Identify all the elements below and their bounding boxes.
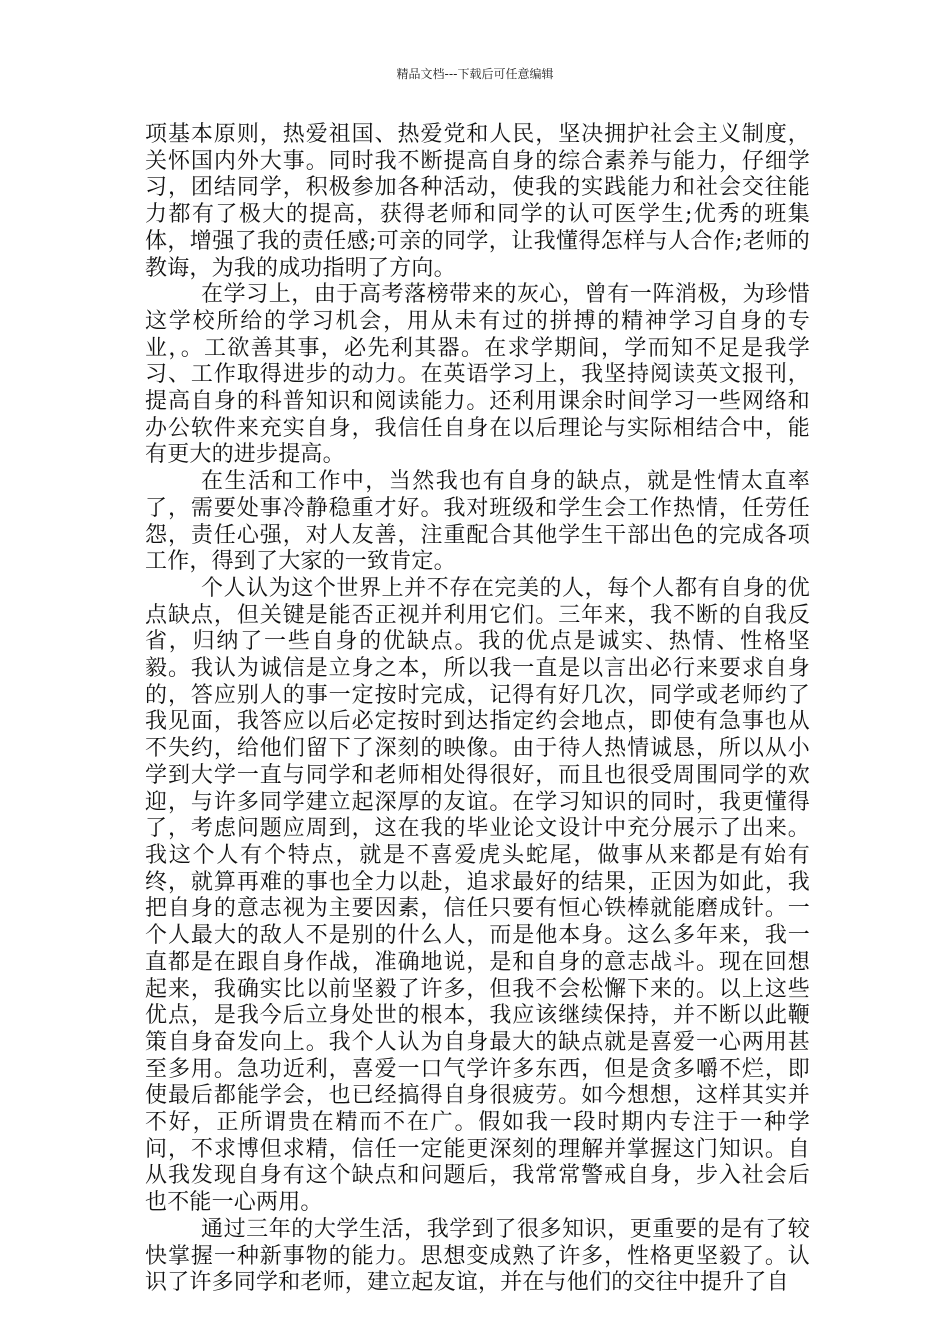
document-body (145, 122, 810, 1297)
paragraph-principles: 项基本原则，热爱祖国、热爱党和人民，坚决拥护社会主义制度，关怀国内外大事。同时我不断提高自身的综合素养与能力，仔细学习，团结同学，积极参加各种活动，使我的实践能力和社会交往能力都有了极大的提高，获得老师和同学的认可医学生;优秀的班集体，增强了我的责任感;可亲的同学，让我懂得怎样与人合作;老师的教诲，为我的成功指明了方向。 (145, 122, 810, 281)
paragraph-study: 在学习上，由于高考落榜带来的灰心，曾有一阵消极，为珍惜这学校所给的学习机会，用从未有过的拼搏的精神学习自身的专业，。工欲善其事，必先利其器。在求学期间，学而知不足是我学习、工作取得进步的动力。在英语学习上，我坚持阅读英文报刊，提高自身的科普知识和阅读能力。还利用课余时间学习一些网络和办公软件来充实自身，我信任自身在以后理论与实际相结合中，能有更大的进步提高。 (145, 282, 810, 468)
paragraph-life-work: 在生活和工作中，当然我也有自身的缺点，就是性情太直率了，需要处事冷静稳重才好。我对班级和学生会工作热情，任劳任怨，责任心强，对人友善，注重配合其他学生干部出色的完成各项工作，得到了大家的一致肯定。 (145, 469, 810, 575)
paragraph-conclusion: 通过三年的大学生活，我学到了很多知识，更重要的是有了较快掌握一种新事物的能力。思想变成熟了许多，性格更坚毅了。认识了许多同学和老师，建立起友谊，并在与他们的交往中提升了自 (145, 1216, 810, 1296)
page-header: 精品文档---下载后可任意编辑 (396, 67, 554, 81)
paragraph-strengths-weaknesses: 个人认为这个世界上并不存在完美的人，每个人都有自身的优点缺点，但关键是能否正视并利用它们。三年来，我不断的自我反省，归纳了一些自身的优缺点。我的优点是诚实、热情、性格坚毅。我认为诚信是立身之本，所以我一直是以言出必行来要求自身的，答应别人的事一定按时完成，记得有好几次，同学或老师约了我见面，我答应以后必定按时到达指定约会地点，即使有急事也从不失约，给他们留下了深刻的映像。由于待人热情诚恳，所以从小学到大学一直与同学和老师相处得很好，而且也很受周围同学的欢迎，与许多同学建立起深厚的友谊。在学习知识的同时，我更懂得了，考虑问题应周到，这在我的毕业论文设计中充分展示了出来。我这个人有个特点，就是不喜爱虎头蛇尾，做事从来都是有始有终，就算再难的事也全力以赴，追求最好的结果，正因为如此，我把自身的意志视为主要因素，信任只要有恒心铁棒就能磨成针。一个人最大的敌人不是别的什么人，而是他本身。这么多年来，我一直都是在跟自身作战，准确地说，是和自身的意志战斗。现在回想起来，我确实比以前坚毅了许多，但我不会松懈下来的。以上这些优点，是我今后立身处世的根本，我应该继续保持，并不断以此鞭策自身奋发向上。我个人认为自身最大的缺点就是喜爱一心两用甚至多用。急功近利，喜爱一口气学许多东西，但是贪多嚼不烂，即使最后都能学会，也已经搞得自身很疲劳。如今想想，这样其实并不好，正所谓贵在精而不在广。假如我一段时期内专注于一种学问，不求博但求精，信任一定能更深刻的理解并掌握这门知识。自从我发现自身有这个缺点和问题后，我常常警戒自身，步入社会后也不能一心两用。 (145, 575, 810, 1216)
